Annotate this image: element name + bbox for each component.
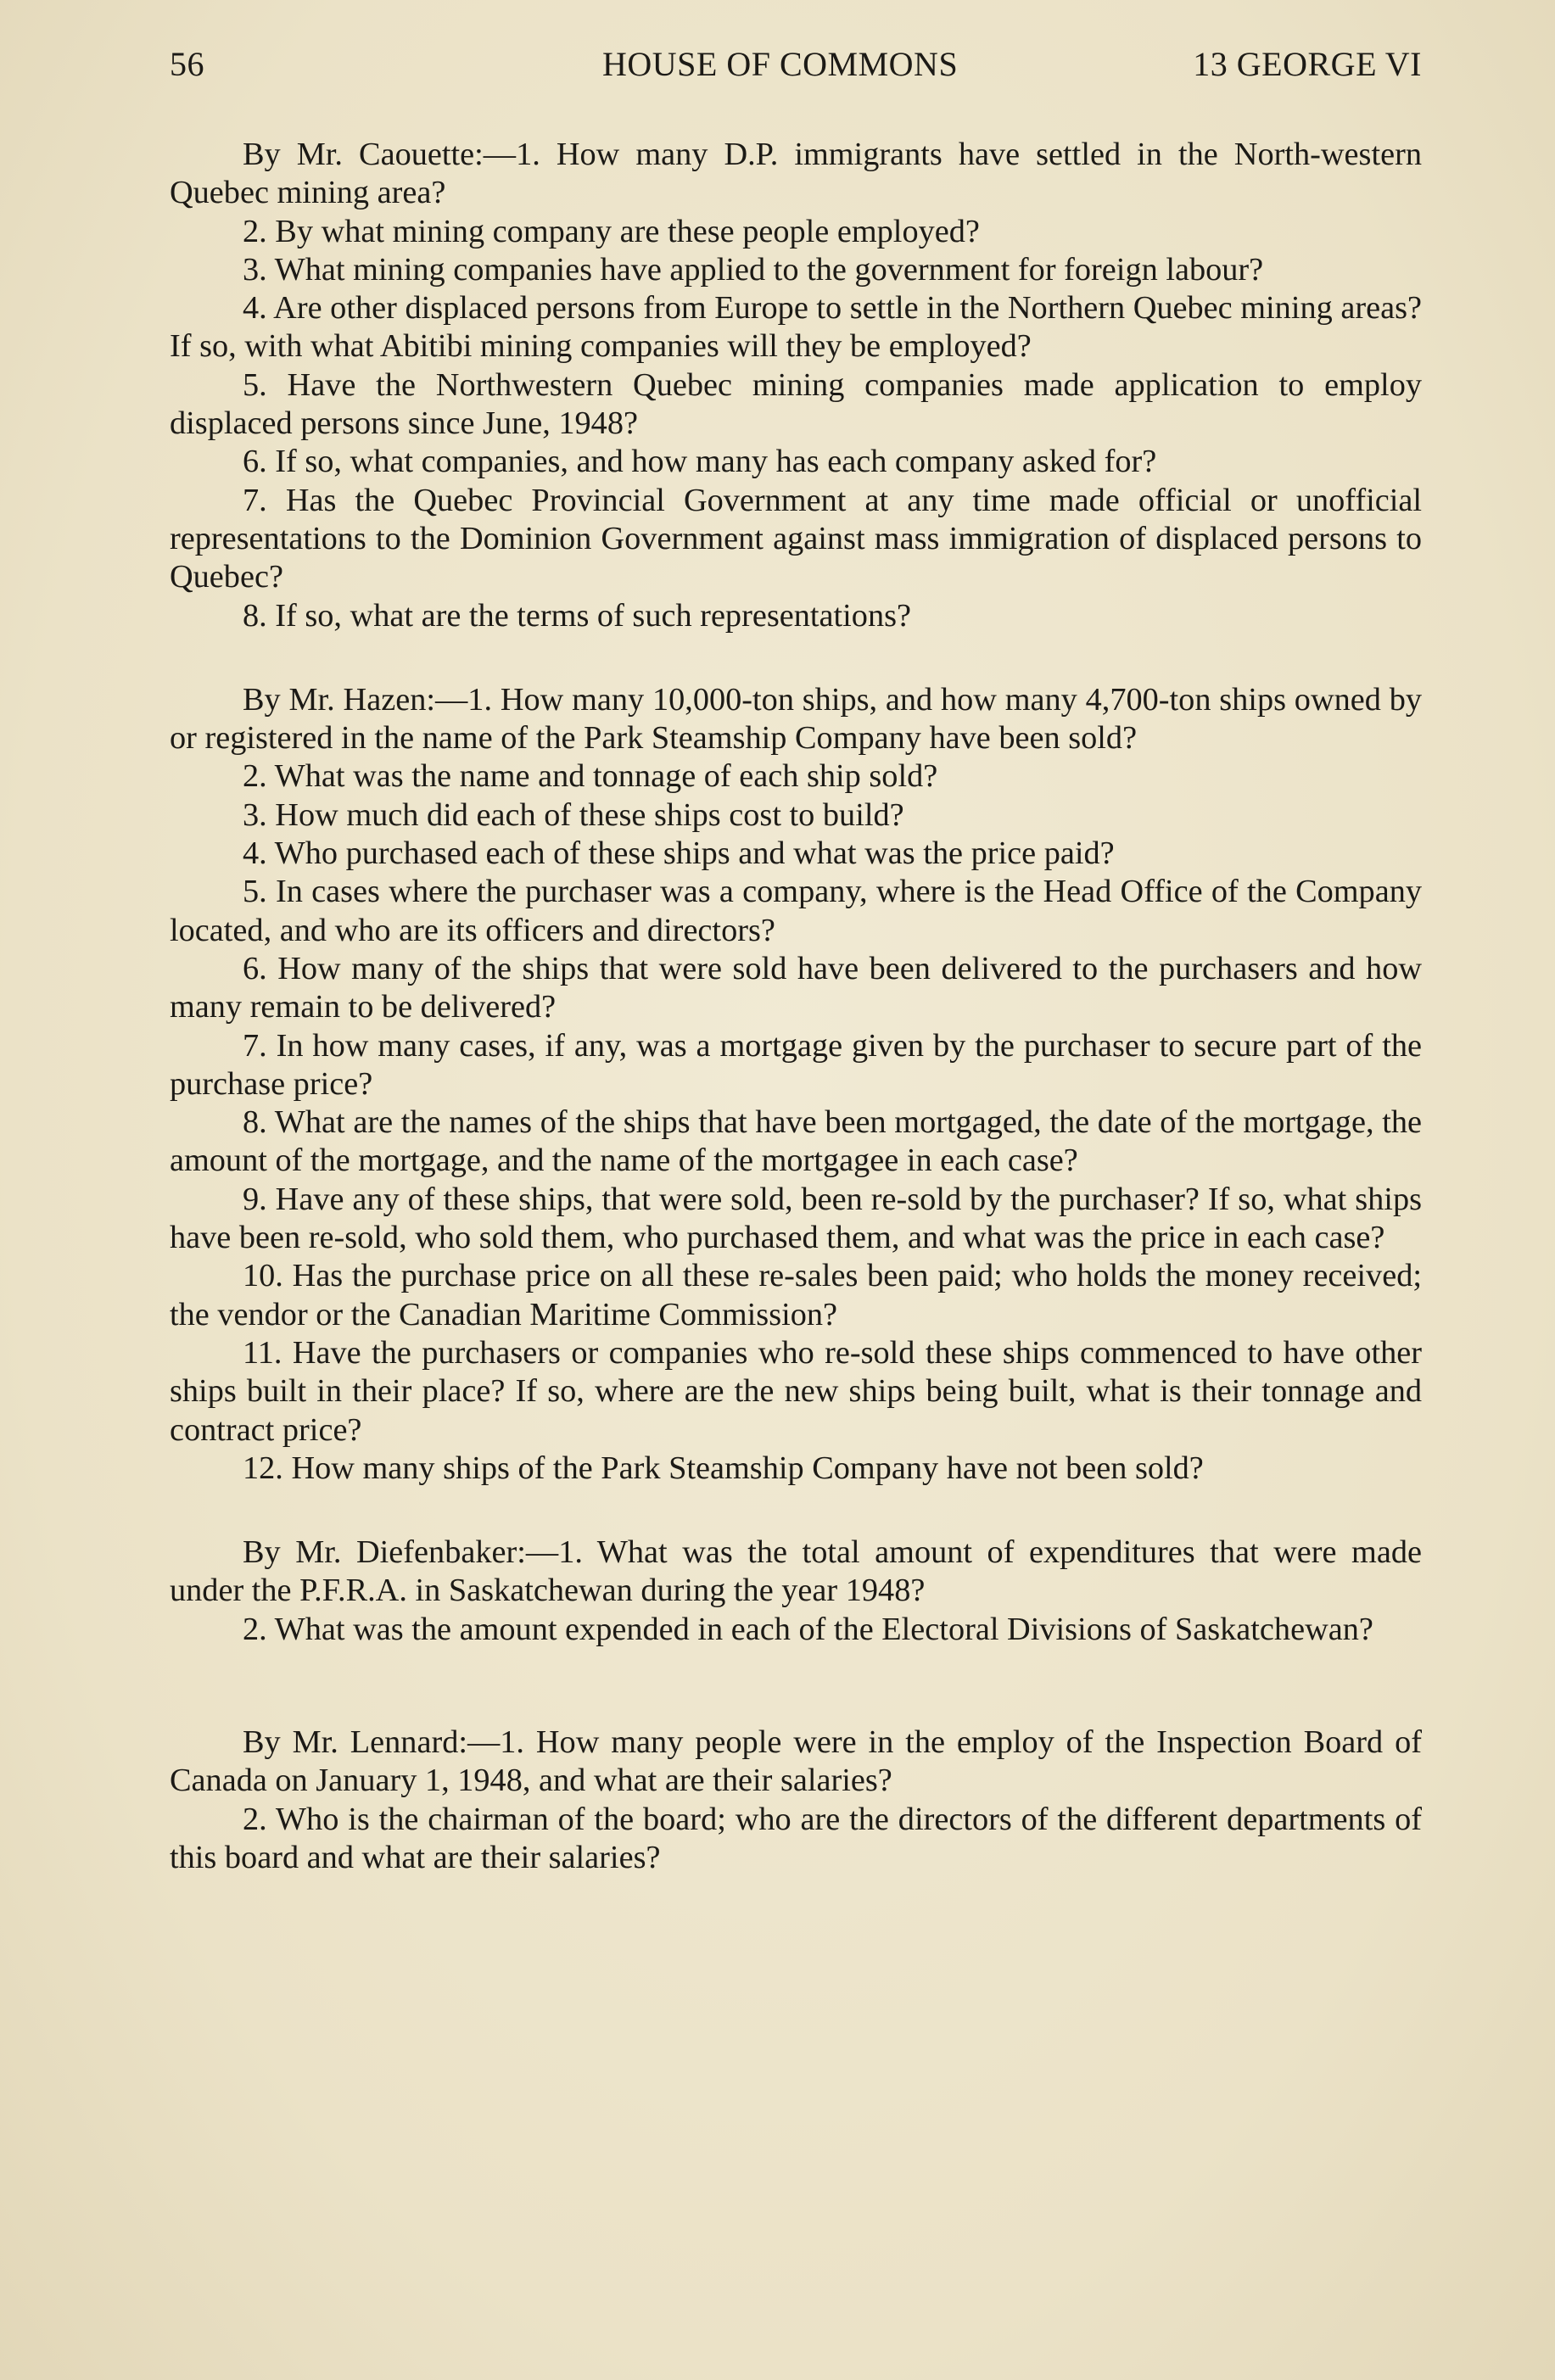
running-head-title: HOUSE OF COMMONS — [602, 45, 959, 83]
page-number: 56 — [170, 45, 204, 83]
question-paragraph: 6. How many of the ships that were sold have been delivered to the purchasers and how many remain to be delivered? — [170, 950, 1422, 1025]
questions-body — [170, 136, 1422, 1877]
question-paragraph — [170, 136, 1422, 213]
running-head — [170, 44, 1422, 95]
asker-name: By Mr. Caouette: — [243, 137, 484, 172]
question-block-diefenbaker — [170, 1534, 1422, 1649]
question-paragraph: 5. Have the Northwestern Quebec mining companies made application to employ displaced persons since June, 1948? — [170, 366, 1422, 442]
question-paragraph: 3. What mining companies have applied to the government for foreign labour? — [243, 251, 1264, 288]
question-paragraph — [170, 1534, 1422, 1611]
question-text: —1. How many people were in the employ of the Inspection Board of Canada on January 1, 1948, and what are their salaries? — [170, 1724, 1422, 1799]
asker-name: By Mr. Hazen: — [243, 681, 435, 718]
question-paragraph: 5. In cases where the purchaser was a company, where is the Head Office of the Company located, and who are its officers and directors? — [170, 874, 1422, 948]
asker-name: By Mr. Lennard: — [243, 1724, 467, 1760]
question-paragraph: 7. Has the Quebec Provincial Government at any time made official or unofficial representations to the Dominion Government against mass immigration of displaced persons to Quebec? — [170, 482, 1422, 595]
question-paragraph: 4. Are other displaced persons from Europe to settle in the Northern Quebec mining areas? If so, with what Abitibi mining companies will they be employed? — [170, 290, 1422, 365]
asker-name: By Mr. Diefenbaker: — [243, 1534, 526, 1571]
question-paragraph: 3. How much did each of these ships cost to build? — [243, 796, 904, 833]
question-paragraph: 9. Have any of these ships, that were sold, been re-sold by the purchaser? If so, what ships have been re-sold, who sold them, who purchased them, and what was the price in each case? — [170, 1181, 1422, 1256]
question-paragraph: 2. Who is the chairman of the board; who are the directors of the different departments of this board and what are their salaries? — [170, 1801, 1422, 1875]
question-paragraph: 11. Have the purchasers or companies who re-sold these ships commenced to have other ships built in their place? If so, where are the new ships being built, what is their tonnage and contract price? — [170, 1334, 1422, 1448]
question-paragraph: 8. What are the names of the ships that have been mortgaged, the date of the mortgage, the amount of the mortgage, and the name of the mortgagee in each case? — [170, 1104, 1422, 1179]
question-paragraph: 10. Has the purchase price on all these re-sales been paid; who holds the money received; the vendor or the Canadian Maritime Commission? — [170, 1258, 1422, 1332]
question-text: —1. How many 10,000-ton ships, and how many 4,700-ton ships owned by or registered in the name of the Park Steamship Company have been sold? — [170, 681, 1422, 757]
question-text: —1. What was the total amount of expenditures that were made under the P.F.R.A. in Saskatchewan during the year 1948? — [170, 1534, 1422, 1609]
running-head-regnal-year: 13 GEORGE VI — [1193, 45, 1422, 83]
question-block-hazen — [170, 681, 1422, 1488]
question-block-caouette — [170, 136, 1422, 635]
question-paragraph — [170, 1724, 1422, 1801]
question-paragraph: 2. What was the name and tonnage of each ship sold? — [243, 758, 938, 795]
question-paragraph — [170, 681, 1422, 758]
question-paragraph: 8. If so, what are the terms of such representations? — [243, 597, 912, 634]
question-block-lennard — [170, 1724, 1422, 1877]
question-paragraph: 6. If so, what companies, and how many has each company asked for? — [243, 444, 1157, 480]
question-paragraph: 2. What was the amount expended in each of the Electoral Divisions of Saskatchewan? — [243, 1611, 1373, 1647]
question-paragraph: 2. By what mining company are these people employed? — [243, 213, 980, 249]
question-paragraph: 4. Who purchased each of these ships and what was the price paid? — [243, 835, 1115, 872]
question-text: —1. How many D.P. immigrants have settled in the North-western Quebec mining area? — [170, 137, 1422, 211]
question-paragraph: 12. How many ships of the Park Steamship Company have not been sold? — [243, 1450, 1204, 1486]
question-paragraph: 7. In how many cases, if any, was a mortgage given by the purchaser to secure part of the purchase price? — [170, 1027, 1422, 1102]
